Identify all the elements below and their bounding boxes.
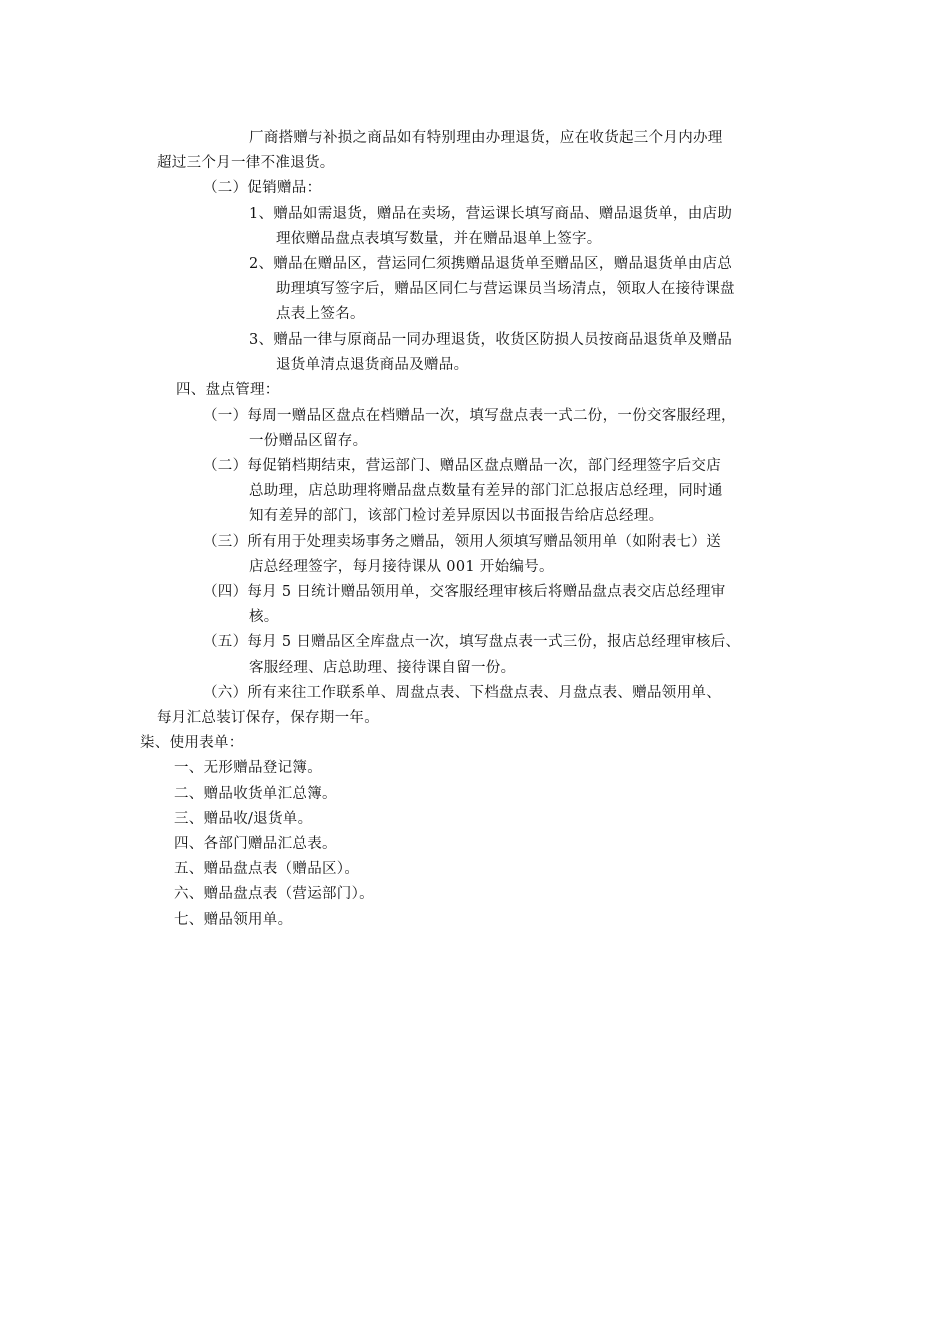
paragraph-line: 核。 [249,609,279,625]
list-item: 3、赠品一律与原商品一同办理退货，收货区防损人员按商品退货单及赠品 [249,332,733,348]
list-item: （五）每月 5 日赠品区全库盘点一次，填写盘点表一式三份，报店总经理审核后、 [203,634,741,650]
section-heading: 四、盘点管理： [176,382,280,398]
paragraph-line: 总助理，店总助理将赠品盘点数量有差异的部门汇总报店总经理，同时通 [249,483,723,499]
form-list-item: 二、赠品收货单汇总簿。 [174,786,337,802]
paragraph-line: 理依赠品盘点表填写数量，并在赠品退单上签字。 [276,231,602,247]
form-list-item: 四、各部门赠品汇总表。 [174,836,337,852]
paragraph-line: 点表上签名。 [276,306,365,322]
list-item: 2、赠品在赠品区，营运同仁须携赠品退货单至赠品区，赠品退货单由店总 [249,256,733,272]
form-list-item: 一、无形赠品登记簿。 [174,760,322,776]
list-item: （三）所有用于处理卖场事务之赠品，领用人须填写赠品领用单（如附表七）送 [203,534,721,550]
paragraph-line: 超过三个月一律不准退货。 [157,155,335,171]
form-list-item: 六、赠品盘点表（营运部门）。 [174,886,374,902]
paragraph-line: 每月汇总装订保存，保存期一年。 [157,710,379,726]
form-list-item: 七、赠品领用单。 [174,912,293,928]
paragraph-line: 店总经理签字，每月接待课从 001 开始编号。 [249,559,554,575]
form-list-item: 三、赠品收/退货单。 [174,811,313,827]
list-item: （一）每周一赠品区盘点在档赠品一次，填写盘点表一式二份，一份交客服经理， [203,408,736,424]
paragraph-line: 退货单清点退货商品及赠品。 [276,357,469,373]
list-item: （二）每促销档期结束，营运部门、赠品区盘点赠品一次，部门经理签字后交店 [203,458,721,474]
section-heading: （二）促销赠品： [203,180,322,196]
list-item: （六）所有来往工作联系单、周盘点表、下档盘点表、月盘点表、赠品领用单、 [203,685,721,701]
list-item: 1、赠品如需退货，赠品在卖场，营运课长填写商品、赠品退货单，由店助 [249,206,733,222]
paragraph-line: 客服经理、店总助理、接待课自留一份。 [249,660,516,676]
paragraph-line: 厂商搭赠与补损之商品如有特别理由办理退货，应在收货起三个月内办理 [249,130,723,146]
paragraph-line: 知有差异的部门，该部门检讨差异原因以书面报告给店总经理。 [249,508,664,524]
list-item: （四）每月 5 日统计赠品领用单，交客服经理审核后将赠品盘点表交店总经理审 [203,584,726,600]
paragraph-line: 一份赠品区留存。 [249,433,368,449]
section-heading: 柒、使用表单： [140,735,244,751]
form-list-item: 五、赠品盘点表（赠品区）。 [174,861,360,877]
paragraph-line: 助理填写签字后，赠品区同仁与营运课员当场清点，领取人在接待课盘 [276,281,735,297]
